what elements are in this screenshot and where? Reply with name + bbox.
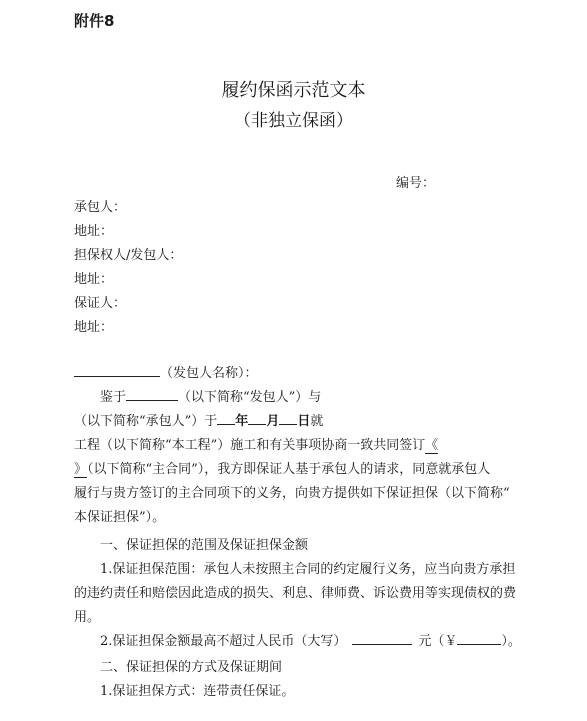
short-issuer-text: （以下简称“发包人”）与 <box>178 390 322 405</box>
year-blank[interactable] <box>217 411 235 425</box>
addressee-suffix: （发包人名称）： <box>160 366 258 381</box>
section-2-heading: 二、保证担保的方式及保证期间 <box>100 660 283 675</box>
section-2-item-1: 1.保证担保方式：连带责任保证。 <box>100 684 295 699</box>
day-blank[interactable] <box>279 411 297 425</box>
month-label: 月 <box>266 414 280 429</box>
guarantor-field: 保证人： <box>74 296 127 311</box>
document-subtitle: （非独立保函） <box>234 111 353 131</box>
amount-number-blank[interactable] <box>457 631 501 645</box>
number-label: 编号： <box>396 176 436 191</box>
attachment-label: 附件8 <box>74 12 115 30</box>
amount-yuan-text: 元（￥ <box>418 634 458 649</box>
guaranteed-party-field: 担保权人/发包人： <box>74 248 183 263</box>
amount-close-text: ）。 <box>501 634 521 649</box>
contract-open-quote: 《 <box>425 438 439 453</box>
section-1-item-1-line-2: 的违约责任和赔偿因此造成的损失、利息、律师费、诉讼费用等实现债权的费 <box>74 586 517 601</box>
paragraph-1-line-2 <box>74 410 323 434</box>
project-text: 工程（以下简称“本工程”）施工和有关事项协商一致共同签订 <box>74 438 426 453</box>
section-1-item-1-line-3: 用。 <box>74 610 101 625</box>
document-title: 履约保函示范文本 <box>221 80 366 101</box>
month-blank[interactable] <box>248 411 266 425</box>
day-label: 日 <box>297 414 311 429</box>
section-1-item-1-line-1: 1.保证担保范围：承包人未按照主合同的约定履行义务，应当向贵方承担 <box>100 562 516 577</box>
paragraph-2-line-4: 本保证担保”）。 <box>74 510 166 525</box>
paragraph-2-line-3: 履行与贵方签订的主合同项下的义务，向贵方提供如下保证担保（以下简称“ <box>74 486 510 501</box>
issuer-name-blank[interactable] <box>74 363 160 377</box>
issuer-blank[interactable] <box>126 387 178 401</box>
year-label: 年 <box>235 414 249 429</box>
section-1-heading: 一、保证担保的范围及保证担保金额 <box>100 538 309 553</box>
addressee-line <box>74 362 258 386</box>
paragraph-2-line-2 <box>74 458 490 482</box>
amount-uppercase-blank[interactable] <box>352 631 412 645</box>
paragraph-1-line-1 <box>100 386 321 410</box>
jian-yu-text: 鉴于 <box>100 390 127 405</box>
paragraph-2-line-1 <box>74 434 438 458</box>
guarantor-address-field: 地址： <box>74 320 114 335</box>
short-contractor-text: （以下简称“承包人”）于 <box>74 414 218 429</box>
contractor-field: 承包人： <box>74 200 127 215</box>
amount-uppercase-text: 2.保证担保金额最高不超过人民币（大写） <box>100 634 347 649</box>
jiu-text: 就 <box>310 414 324 429</box>
guaranteed-party-address-field: 地址： <box>74 272 114 287</box>
contract-close-quote: 》 <box>74 462 88 477</box>
contractor-address-field: 地址： <box>74 224 114 239</box>
main-contract-text: （以下简称“主合同”），我方即保证人基于承包人的请求，同意就承包人 <box>87 462 491 477</box>
section-1-item-2 <box>100 630 521 654</box>
